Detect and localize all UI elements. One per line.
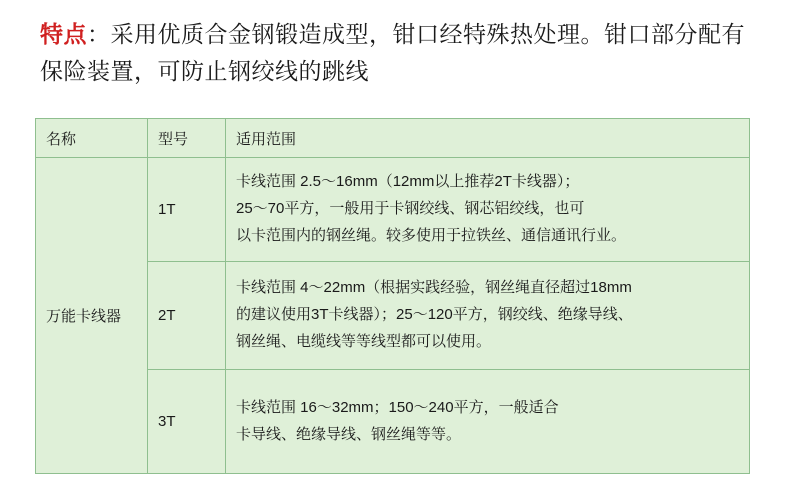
range-line: 的建议使用3T卡线器）；25～120平方，钢绞线、绝缘导线、: [236, 306, 633, 324]
table-row: [36, 158, 750, 262]
range-line: 卡线范围 16～32mm；150～240平方，一般适合: [236, 398, 559, 416]
range-line: 卡导线、绝缘导线、钢丝绳等等。: [236, 425, 462, 443]
intro-paragraph: [0, 0, 785, 91]
column-header-name: 名称: [36, 119, 148, 158]
cell-range-3t: [226, 370, 750, 474]
range-line: 25～70平方，一般用于卡钢绞线、钢芯铝绞线，也可: [236, 200, 585, 218]
range-line: 钢丝绳、电缆线等等线型都可以使用。: [236, 332, 492, 350]
cell-model-1t: 1T: [148, 158, 226, 262]
cell-model-2t: 2T: [148, 262, 226, 370]
table-header-row: [36, 119, 750, 158]
range-line: 卡线范围 2.5～16mm（12mm以上推荐2T卡线器）；: [236, 173, 580, 191]
cell-range-2t: [226, 262, 750, 370]
table-body: [36, 158, 750, 474]
cell-product-name: 万能卡线器: [36, 158, 148, 474]
range-line: 以卡范围内的钢丝绳。较多使用于拉铁丝、通信通讯行业。: [236, 226, 627, 244]
range-line: 卡线范围 4～22mm（根据实践经验，钢丝绳直径超过18mm: [236, 279, 632, 297]
cell-range-1t: [226, 158, 750, 262]
cell-model-3t: 3T: [148, 370, 226, 474]
table-header: [36, 119, 750, 158]
intro-text: ：采用优质合金钢锻造成型，钳口经特殊热处理。钳口部分配有保险装置，可防止钢绞线的跳线: [40, 21, 745, 85]
intro-label: 特点: [40, 21, 87, 47]
column-header-model: 型号: [148, 119, 226, 158]
column-header-range: 适用范围: [226, 119, 750, 158]
specification-table: [35, 118, 750, 474]
